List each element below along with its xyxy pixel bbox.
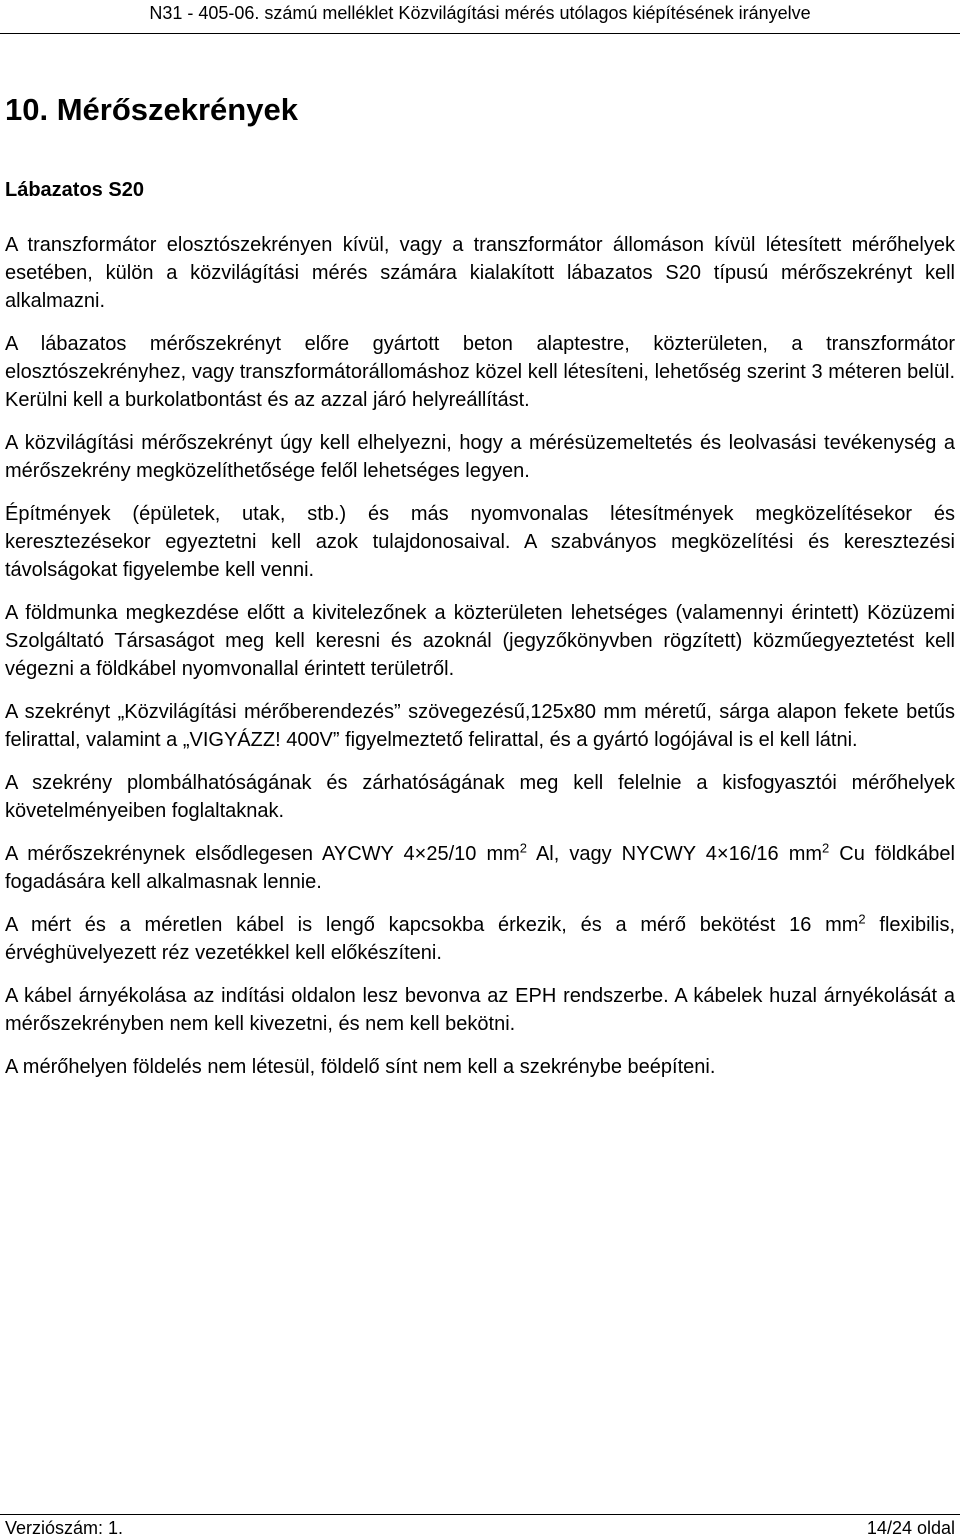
paragraph-9-text-a: A mért és a méretlen kábel is lengő kapcsokba érkezik, és a mérő bekötést 16 mm bbox=[5, 914, 859, 936]
page-footer bbox=[0, 1514, 960, 1539]
paragraph-8 bbox=[5, 840, 955, 896]
superscript-2: 2 bbox=[519, 840, 528, 856]
paragraph-1: A transzformátor elosztószekrényen kívül, vagy a transzformátor állomáson kívül létesített mérőhelyek esetében, külön a közvilágítási mérés számára kialakított lábazatos S20 típusú mérőszekrényt kell alkalmazni. bbox=[5, 234, 955, 312]
paragraph-9 bbox=[5, 911, 955, 967]
page-number: 14/24 oldal bbox=[866, 1518, 955, 1538]
paragraph-9-text-b: flexibilis, érvéghüvelyezett réz vezetékkel kell előkészíteni. bbox=[5, 914, 955, 964]
paragraph-2: A lábazatos mérőszekrényt előre gyártott beton alaptestre, közterületen, a transzformátor elosztószekrényhez, vagy transzformátorállomáshoz közel kell létesíteni, lehetőség szerint 3 méteren belül. Kerülni kell a burkolatbontást és az azzal járó helyreállítást. bbox=[5, 333, 955, 411]
paragraph-5: A földmunka megkezdése előtt a kivitelezőnek a közterületen lehetséges (valamennyi érintett) Közüzemi Szolgáltató Társaságot meg kell keresni és azoknál (jegyzőkönyvben rögzített) közműegyeztetést kell végezni a földkábel nyomvonallal érintett területről. bbox=[5, 602, 955, 680]
header-title: N31 - 405-06. számú melléklet Közvilágítási mérés utólagos kiépítésének irányelve bbox=[149, 3, 811, 23]
paragraph-8-text-a: A mérőszekrénynek elsődlegesen AYCWY 4×25/10 mm bbox=[5, 843, 520, 865]
paragraph-11: A mérőhelyen földelés nem létesül, földelő sínt nem kell a szekrénybe beépíteni. bbox=[5, 1056, 716, 1078]
document-body bbox=[5, 90, 955, 1096]
paragraph-6: A szekrényt „Közvilágítási mérőberendezés” szövegezésű,125x80 mm méretű, sárga alapon fekete betűs felirattal, valamint a „VIGYÁZZ! 400V” figyelmeztető felirattal, és a gyártó logójával is el kell látni. bbox=[5, 701, 955, 751]
paragraph-10: A kábel árnyékolása az indítási oldalon lesz bevonva az EPH rendszerbe. A kábelek huzal árnyékolását a mérőszekrényben nem kell kivezetni, és nem kell bekötni. bbox=[5, 985, 955, 1035]
paragraph-3: A közvilágítási mérőszekrényt úgy kell elhelyezni, hogy a mérésüzemeltetés és leolvasási tevékenység a mérőszekrény megközelíthetősége felől lehetséges legyen. bbox=[5, 432, 955, 482]
superscript-2: 2 bbox=[822, 840, 830, 856]
section-title: 10. Mérőszekrények bbox=[5, 92, 298, 127]
paragraph-7: A szekrény plombálhatóságának és zárhatóságának meg kell felelnie a kisfogyasztói mérőhelyek követelményeiben foglaltaknak. bbox=[5, 772, 955, 822]
superscript-2: 2 bbox=[858, 911, 866, 927]
paragraph-8-text-c: Cu földkábel fogadására kell alkalmasnak lennie. bbox=[5, 843, 955, 893]
paragraph-8-text-b: Al, vagy NYCWY 4×16/16 mm bbox=[527, 843, 823, 865]
section-subtitle: Lábazatos S20 bbox=[5, 179, 144, 201]
page-header bbox=[0, 0, 960, 34]
paragraph-4: Építmények (épületek, utak, stb.) és más nyomvonalas létesítmények megközelítésekor és keresztezésekor egyeztetni kell azok tulajdonosaival. A szabványos megközelítési és keresztezési távolságokat figyelembe kell venni. bbox=[5, 503, 955, 581]
version-label: Verziószám: 1. bbox=[5, 1518, 124, 1538]
